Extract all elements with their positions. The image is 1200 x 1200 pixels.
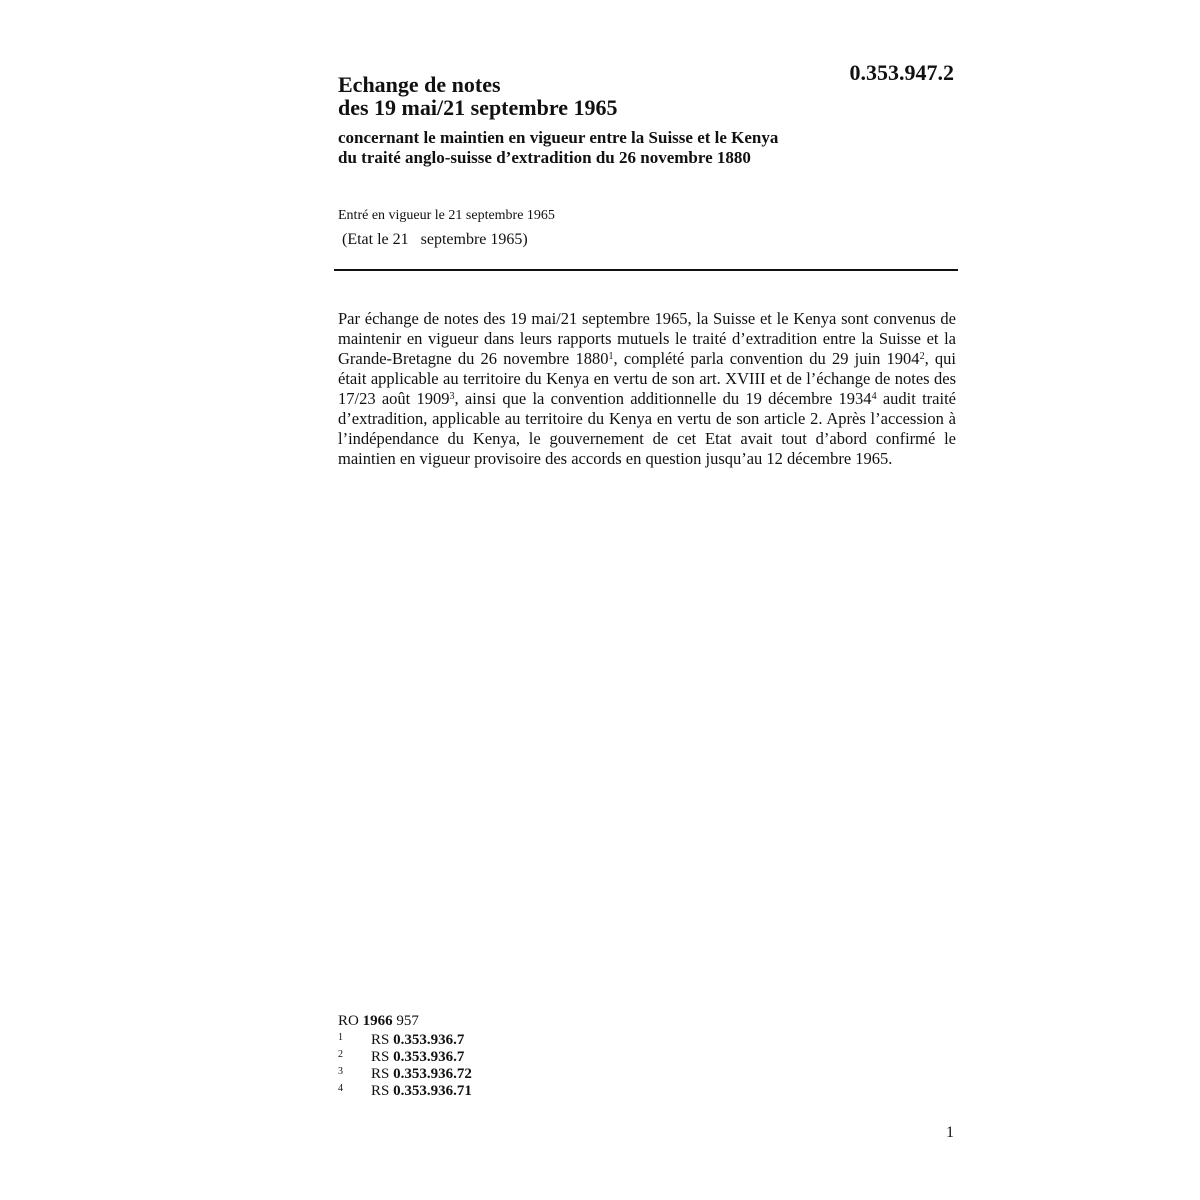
footnote-ref-4: 4 <box>871 391 877 402</box>
body-text-part-4: , ainsi que la convention additionnelle du 19 décembre 1934 <box>454 389 872 408</box>
body-paragraph <box>338 309 956 469</box>
entry-into-force: Entré en vigueur le 21 septembre 1965 <box>338 208 555 223</box>
footnote-text <box>371 1032 464 1049</box>
title-line-2: des 19 mai/21 septembre 1965 <box>338 95 618 120</box>
document-meta <box>338 207 958 250</box>
status-date: (Etat le 21 septembre 1965) <box>342 231 528 248</box>
footnote-ref-1: 1 <box>608 351 614 362</box>
footnote-ref: 0.353.936.7 <box>393 1049 465 1065</box>
ro-year: 1966 <box>362 1013 393 1029</box>
footnote-prefix: RS <box>371 1083 394 1099</box>
title-block <box>338 73 958 168</box>
footnote-item <box>338 1066 838 1083</box>
ro-reference <box>338 1012 838 1030</box>
footnote-number: 3 <box>338 1066 343 1077</box>
footnotes <box>338 1012 838 1100</box>
document-title <box>338 73 958 119</box>
footnote-ref-3: 3 <box>449 391 455 402</box>
body-text-part-5: audit traité d’extradition, applicable au territoire du Kenya en vertu de son article 2. Après l’accession à l’indépendance du Kenya, le gouvernement de cet Etat avait tout d’abord confirmé le maintien en vigueur provisoire des accords en question jusqu’au 12 décembre 1965. <box>338 389 956 468</box>
footnote-item <box>338 1049 838 1066</box>
subtitle-line-1: concernant le maintien en vigueur entre la Suisse et le Kenya <box>338 128 779 147</box>
subtitle-line-2: du traité anglo-suisse d’extradition du 26 novembre 1880 <box>338 148 751 167</box>
body-text-part-1: Par échange de notes des 19 mai/21 septembre 1965, la Suisse et le Kenya sont convenus de maintenir en vigueur dans leurs rapports mutuels le traité d’extradition entre la Suisse et la Grande-Bretagne du 26 novembre 1880 <box>338 309 956 368</box>
footnote-prefix: RS <box>371 1066 394 1082</box>
rs-number: 0.353.947.2 <box>849 60 954 85</box>
footnote-item <box>338 1083 838 1100</box>
footnote-text <box>371 1049 464 1066</box>
footnote-ref: 0.353.936.72 <box>393 1066 472 1082</box>
body-text-part-3: , qui était applicable au territoire du Kenya en vertu de son art. XVIII et de l’échange de notes des 17/23 août 1909 <box>338 349 956 408</box>
footnote-prefix: RS <box>371 1049 394 1065</box>
document-subtitle <box>338 128 958 168</box>
footnote-ref: 0.353.936.71 <box>393 1083 472 1099</box>
footnote-number: 2 <box>338 1049 343 1060</box>
footnote-number: 4 <box>338 1083 343 1094</box>
footnote-text <box>371 1066 472 1083</box>
ro-prefix: RO <box>338 1013 363 1029</box>
footnote-ref: 0.353.936.7 <box>393 1032 465 1048</box>
footnote-text <box>371 1083 472 1100</box>
page-number: 1 <box>946 1124 954 1141</box>
body-text-part-2: , complété parla convention du 29 juin 1904 <box>613 349 920 368</box>
title-line-1: Echange de notes <box>338 72 501 97</box>
footnote-item <box>338 1032 838 1049</box>
ro-page: 957 <box>392 1013 419 1029</box>
footnote-ref-2: 2 <box>919 351 925 362</box>
footnote-prefix: RS <box>371 1032 394 1048</box>
footnote-number: 1 <box>338 1032 343 1043</box>
header-divider <box>334 269 958 271</box>
